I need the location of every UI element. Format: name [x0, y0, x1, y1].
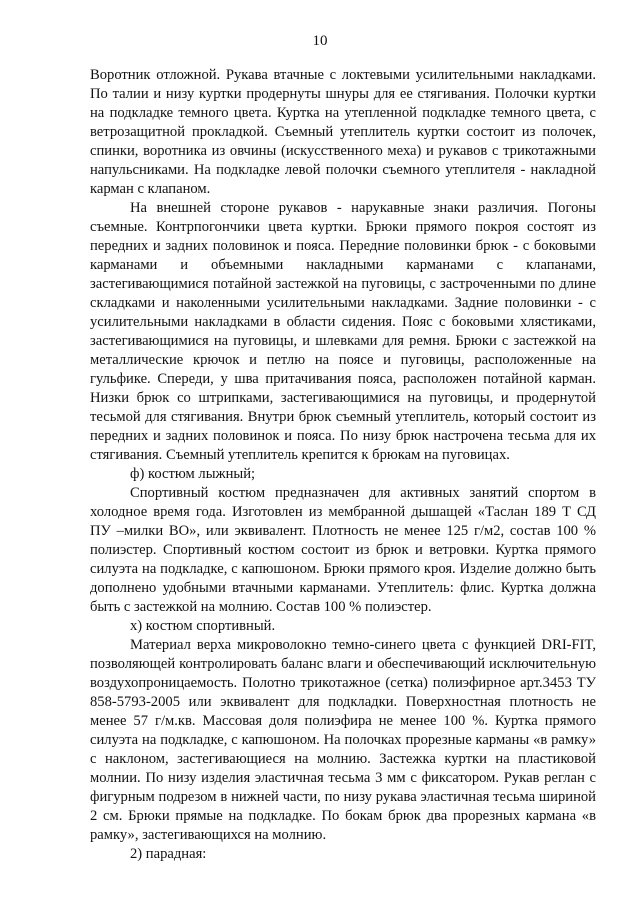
- item-parade-heading: 2) парадная:: [130, 846, 207, 862]
- page-number: 10: [312, 33, 328, 49]
- paragraph-sleeves-trousers: На внешней стороне рукавов - нарукавные знаки различия. Погоны съемные. Контрпогончики цвета куртки. Брюки прямого покроя состоят из передних и задних половинок и пояса. Передние половинки брюк - с боковыми карманами и объемными накладными карманами с клапанами, застегивающимися потайной застежкой на пуговицы, с застроченными по длине складками и наколенными усилительными накладками. Задние половинки - с усилительными накладками в области сидения. Пояс с боковыми хлястиками, застегивающимися на пуговицы, и шлевками для ремня. Брюки с застежкой на металлические крючок и петлю на поясе и пуговицы, расположенные на гульфике. Спереди, у шва притачивания пояса, расположен потайной карман. Низки брюк со штрипками, застегивающимися на пуговицы, и продернутой тесьмой для стягивания. Внутри брюк съемный утеплитель, который состоит из передних и задних половинок и пояса. По низу брюк настрочена тесьма для их стягивания. Съемный утеплитель крепится к брюкам на пуговицах.: [90, 200, 596, 463]
- paragraph-jacket-continuation: Воротник отложной. Рукава втачные с локтевыми усилительными накладками. По талии и низу куртки продернуты шнуры для ее стягивания. Полочки куртки на подкладке темного цвета. Куртка на утепленной подкладке темного цвета, с ветрозащитной прокладкой. Съемный утеплитель куртки состоит из полочек, спинки, воротника из овчины (искусственного меха) и рукавов с трикотажными напульсниками. На подкладке левой полочки съемного утеплителя - накладной карман с клапаном.: [90, 67, 596, 197]
- paragraph-sports-suit: Материал верха микроволокно темно-синего цвета с функцией DRI-FIT, позволяющей контролировать баланс влаги и обеспечивающий исключительную воздухопроницаемость. Полотно трикотажное (сетка) полиэфирное арт.3453 ТУ 858-5793-2005 или эквивалент для подкладки. Поверхностная плотность не менее 57 г/м.кв. Массовая доля полиэфира не менее 100 %. Куртка прямого силуэта на подкладке, с капюшоном. На полочках прорезные карманы «в рамку» с наклоном, застегивающиеся на молнию. Застежка куртки на пластиковой молнии. По низу изделия эластичная тесьма 3 мм с фиксатором. Рукав реглан с фигурным подрезом в нижней части, по низу рукава эластичная тесьма шириной 2 см. Брюки прямые на подкладке. По бокам брюк два прорезных кармана «в рамку», застегивающихся на молнию.: [90, 637, 596, 843]
- document-body: [90, 66, 596, 864]
- item-sports-suit-heading: х) костюм спортивный.: [130, 618, 276, 634]
- paragraph-ski-suit: Спортивный костюм предназначен для активных занятий спортом в холодное время года. Изготовлен из мембранной дышащей «Таслан 189 Т СД ПУ –милки ВО», или эквивалент. Плотность не менее 125 г/м2, состав 100 % полиэстер. Спортивный костюм состоит из брюк и ветровки. Куртка прямого силуэта на подкладке, с капюшоном. Брюки прямого кроя. Изделие должно быть дополнено удобными втачными карманами. Утеплитель: флис. Куртка должна быть с застежкой на молнию. Состав 100 % полиэстер.: [90, 485, 596, 615]
- item-ski-suit-heading: ф) костюм лыжный;: [130, 466, 256, 482]
